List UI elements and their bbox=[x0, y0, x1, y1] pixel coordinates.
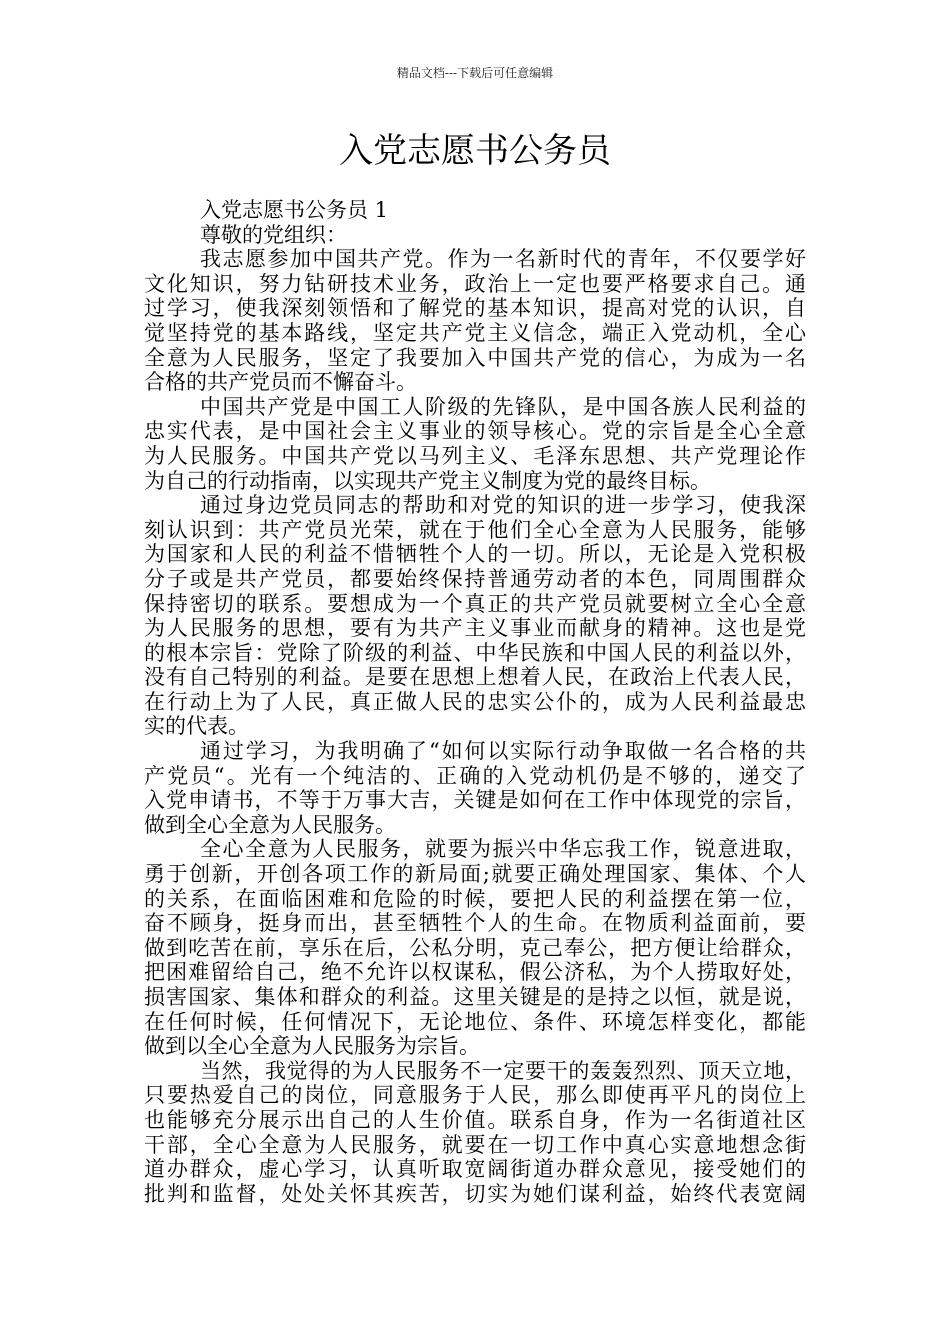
paragraph-line: 通过学习，为我明确了“如何以实际行动争取做一名合格的共 bbox=[200, 739, 806, 764]
paragraph-line: 做到吃苦在前，享乐在后，公私分明，克己奉公，把方便让给群众， bbox=[144, 935, 806, 960]
paragraph-line: 干部，全心全意为人民服务，就要在一切工作中真心实意地想念街 bbox=[144, 1132, 806, 1157]
paragraph bbox=[144, 1059, 806, 1207]
paragraph-line: 文化知识，努力钻研技术业务，政治上一定也要严格要求自己。通 bbox=[144, 271, 806, 296]
paragraph-line: 没有自己特别的利益。是要在思想上想着人民，在政治上代表人民， bbox=[144, 665, 806, 690]
paragraph-line: 道办群众，虚心学习，认真听取宽阔街道办群众意见，接受她们的 bbox=[144, 1157, 806, 1182]
paragraph-line: 分子或是共产党员，都要始终保持普通劳动者的本色，同周围群众 bbox=[144, 566, 806, 591]
paragraph-line: 的关系，在面临困难和危险的时候，要把人民的利益摆在第一位， bbox=[144, 886, 806, 911]
document-title: 入党志愿书公务员 bbox=[339, 131, 611, 171]
paragraph-line: 为国家和人民的利益不惜牺牲个人的一切。所以，无论是入党积极 bbox=[144, 542, 806, 567]
paragraph-line: 奋不顾身，挺身而出，甚至牺牲个人的生命。在物质利益面前，要 bbox=[144, 911, 806, 936]
paragraph-line: 觉坚持党的基本路线，坚定共产党主义信念，端正入党动机，全心 bbox=[144, 320, 806, 345]
paragraph-line: 损害国家、集体和群众的利益。这里关键是的是持之以恒，就是说， bbox=[144, 985, 806, 1009]
paragraph-line: 全意为人民服务，坚定了我要加入中国共产党的信心，为成为一名 bbox=[144, 345, 806, 370]
paragraph bbox=[144, 247, 806, 395]
paragraph bbox=[144, 837, 806, 1058]
paragraph-line: 入党志愿书公务员 1 bbox=[200, 198, 389, 222]
paragraph-line: 实的代表。 bbox=[144, 714, 249, 739]
document-body bbox=[144, 198, 806, 1206]
paragraph-line: 刻认识到：共产党员光荣，就在于他们全心全意为人民服务，能够 bbox=[144, 517, 806, 542]
paragraph-line: 我志愿参加中国共产党。作为一名新时代的青年，不仅要学好 bbox=[200, 247, 806, 272]
paragraph-line: 为人民服务。中国共产党以马列主义、毛泽东思想、共产党理论作 bbox=[144, 443, 806, 468]
paragraph-line: 通过身边党员同志的帮助和对党的知识的进一步学习，使我深 bbox=[200, 493, 806, 518]
paragraph-line: 做到全心全意为人民服务。 bbox=[144, 812, 396, 837]
paragraph-line: 批判和监督，处处关怀其疾苦，切实为她们谋利益，始终代表宽阔 bbox=[144, 1181, 806, 1206]
paragraph-line: 合格的共产党员而不懈奋斗。 bbox=[144, 370, 417, 395]
paragraph-line: 只要热爱自己的岗位，同意服务于人民，那么即使再平凡的岗位上 bbox=[144, 1083, 806, 1108]
paragraph-line: 为人民服务的思想，要有为共产主义事业而献身的精神。这也是党 bbox=[144, 616, 806, 641]
paragraph-line: 在任何时候，任何情况下，无论地位、条件、环境怎样变化，都能 bbox=[144, 1009, 806, 1034]
paragraph-line: 中国共产党是中国工人阶级的先锋队，是中国各族人民利益的 bbox=[200, 394, 806, 419]
paragraph-line: 做到以全心全意为人民服务为宗旨。 bbox=[144, 1034, 480, 1059]
paragraph bbox=[144, 223, 806, 248]
paragraph bbox=[144, 198, 806, 223]
paragraph-line: 忠实代表，是中国社会主义事业的领导核心。党的宗旨是全心全意 bbox=[144, 419, 806, 444]
paragraph-line: 入党申请书，不等于万事大吉，关键是如何在工作中体现党的宗旨， bbox=[144, 788, 806, 813]
paragraph-line: 过学习，使我深刻领悟和了解党的基本知识，提高对党的认识，自 bbox=[144, 296, 806, 321]
paragraph-line: 也能够充分展示出自己的人生价值。联系自身，作为一名街道社区 bbox=[144, 1107, 806, 1132]
paragraph-line: 全心全意为人民服务，就要为振兴中华忘我工作，锐意进取， bbox=[200, 837, 806, 862]
header-note: 精品文档---下载后可任意编辑 bbox=[396, 66, 554, 80]
paragraph-line: 勇于创新，开创各项工作的新局面;就要正确处理国家、集体、个人 bbox=[144, 862, 806, 887]
paragraph bbox=[144, 395, 806, 493]
paragraph-line: 为自己的行动指南，以实现共产党主义制度为党的最终目标。 bbox=[144, 468, 711, 493]
paragraph-line: 把困难留给自己，绝不允许以权谋私，假公济私，为个人捞取好处， bbox=[144, 960, 806, 985]
paragraph bbox=[144, 493, 806, 739]
paragraph-line: 保持密切的联系。要想成为一个真正的共产党员就要树立全心全意 bbox=[144, 591, 806, 616]
paragraph-line: 产党员“。光有一个纯洁的、正确的入党动机仍是不够的，递交了 bbox=[144, 763, 806, 788]
paragraph-line: 当然，我觉得的为人民服务不一定要干的轰轰烈烈、顶天立地， bbox=[200, 1058, 806, 1083]
paragraph bbox=[144, 739, 806, 837]
paragraph-line: 的根本宗旨：党除了阶级的利益、中华民族和中国人民的利益以外， bbox=[144, 640, 806, 665]
paragraph-line: 在行动上为了人民，真正做人民的忠实公仆的，成为人民利益最忠 bbox=[144, 689, 806, 714]
paragraph-line: 尊敬的党组织： bbox=[200, 222, 347, 247]
